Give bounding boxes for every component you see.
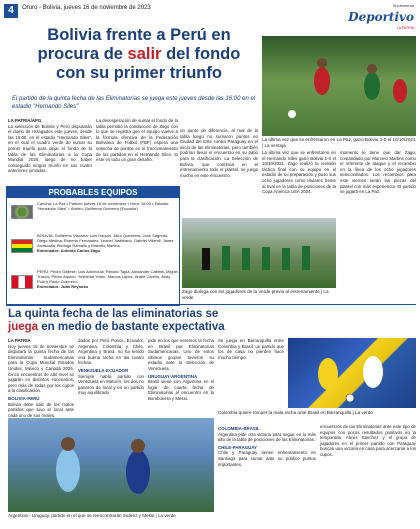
story1-column-1 xyxy=(8,118,92,184)
logo-sub: LA PATRIA xyxy=(396,26,414,30)
peru-coach: Entrenador: Juan Reynoso xyxy=(37,284,89,289)
subhead: VENEZUELA-ECUADOR xyxy=(78,367,129,373)
headline-line-1: La quinta fecha de las eliminatorias se xyxy=(8,308,219,320)
supplement-logo xyxy=(344,3,414,30)
photo-caption: Colombia quiere romper la mala racha ante Brasil en Barranquilla | La verde xyxy=(218,410,373,415)
match-info: Cancha: La Paz • Partido: jueves 16 de noviembre • Hora: 16:00 • Estadio: "Hernando Siles" • Árbitro: Guillermo Guerrero (Ecuador) xyxy=(37,201,170,211)
column-text: Se juega en Barranquilla entre Colombia y Brasil, un partido que los de casa no pierden hace mucho tiempo. xyxy=(218,338,284,360)
story2-column-3 xyxy=(148,338,214,418)
column-text: momento le tiene que dar Zago, comandado por Marcelo Martins como el referente de ataque y el recambio en la línea de los ocho jugadores seleccionados. Los recambios para este viernes serán las piezas del plantel con más experiencia. El partido se jugará en La Paz. xyxy=(340,150,416,195)
column-text: Brasil viene con Argentina en el lugar de cuarta fecha de Eliminatorias al encuentro en la Bombonera y Messi. xyxy=(148,379,214,401)
logo-sup: Suplemento xyxy=(392,3,414,8)
column-text: Hoy jueves 16 de noviembre se disputará la quinta fecha de las Eliminatorias Sudamericanas para la Copa Mundial Estados Unidos, México y Canadá 2026. Cinco encuentros de alto nivel se jugarán en distintos escenarios, pero más de todas por los cupos a la clasificación. xyxy=(8,343,74,394)
page-number: 4 xyxy=(4,4,18,18)
photo-caption: Zago dialoga con los jugadores de la Verde previo al entrenamiento | La verde xyxy=(182,289,329,300)
story2-column-5 xyxy=(218,424,316,524)
subhead: COLOMBIA-BRASIL xyxy=(218,426,260,431)
story1-column-5 xyxy=(340,150,416,295)
column-text: dados por Perú Ponce, Ecuador, Argentina, Colombia y Chile. Argentina y Brasil, no ha tenido una buena racha en las cuatro fechas. xyxy=(78,338,144,366)
story1-lead: El partido de la quinta fecha de las Eliminatorias se juega este jueves desde las 16:00 en el estadio "Hernando Siles" xyxy=(12,96,256,110)
peru-lineup xyxy=(37,269,179,289)
column-text: La desesperación de sumar el fondo de la tabla permitió la conducción de Zago con lo que se registra que el equipo vuelve a la fórmula ofensiva de la Federación Boliviana de Fútbol (FBF) espera una cosecha de puntos en el fraccionamiento de los partidos en el Hernando Siles. Si este es todo un gran desafío. xyxy=(96,118,178,163)
story1-column-4 xyxy=(262,150,336,218)
column-text: un punto de diferencia, al mal de la tabla luego no sumaron puntos en Ciudad del Este contra Paraguay en el inicio de las eliminatorias, pero también podrían llevar el encuentro en su patio para la clasificación. La Selección de Bolivia, que continúa en el entrenamiento todo el plantel, se juega mucho en este encuentro. xyxy=(180,128,258,178)
match-photo xyxy=(262,36,416,136)
story1-headline xyxy=(20,26,258,83)
column-text: La última vez que se enfrentaron en el Hernando Siles ganó Bolivia 1-0 el 10/10/2021. Zago realizó la revisión táctica final con su equipo en el estadio de su preparación y puso sus ocho jugadores como titulares frente al rival en la tabla de posiciones de la Copa América USA 2024. xyxy=(262,150,336,195)
byline: LA PATRIA/APG xyxy=(8,118,42,123)
players-illustration xyxy=(8,418,214,512)
photo-caption: La última vez que se enfrentaron en La Paz, ganó Bolivia 1-0 el 10/10/2021 | La ventaja xyxy=(262,137,416,148)
probable-teams-title: PROBABLES EQUIPOS xyxy=(7,187,179,198)
bolivia-row xyxy=(11,233,177,265)
column-text: Argentina pide otra victoria para seguir en lo más alto de la tabla de posiciones de las Eliminatorias. xyxy=(218,431,316,443)
subhead: URUGUAY-ARGENTINA xyxy=(148,373,198,379)
peru-row xyxy=(11,269,177,303)
training-photo xyxy=(182,218,336,288)
section-divider xyxy=(6,304,416,305)
headline-line-2 xyxy=(8,321,308,334)
headline-part: en medio de bastante expectativa xyxy=(38,321,225,333)
story2-headline xyxy=(8,308,308,334)
story2-column-1 xyxy=(8,338,74,418)
headline-line-2 xyxy=(20,45,258,64)
probable-teams-box xyxy=(6,186,180,306)
headline-line-3: con su primer triunfo xyxy=(56,64,222,82)
column-text: Siempre había partido con Venezuela en Maturín, los dos no ganaron de local y es un partido muy equilibrado. xyxy=(78,373,144,396)
photo-caption: Argentina - Uruguay, partido en el que se reencontrarán Suárez y Messi | La verde xyxy=(8,513,176,518)
bolivia-flag-icon xyxy=(11,239,33,253)
match-info-row xyxy=(11,201,177,229)
column-text: Bolivia debe salir de los malos partidos que tuvo el local ante cada uno de sus rivales. xyxy=(8,401,74,418)
bolivia-lineup xyxy=(37,233,179,253)
subhead: CHILE-PARAGUAY xyxy=(218,444,258,450)
column-text: Chile y Paraguay tienen enfrentamiento en Santiago para sumar ante su público puntos importantes. xyxy=(218,450,316,467)
argentina-uruguay-photo xyxy=(8,418,214,512)
players-illustration xyxy=(262,36,416,136)
peru-players: PERÚ: Pedro Gallese; Luis Advíncula, Renato Tapia, Alexander Callens, Miguel Trauco, Pedro Aquino, Yoshimar Yotún, Marcos López, André Carrillo, Andy Polo y Paolo Guerrero. xyxy=(37,269,178,284)
stadium-icon xyxy=(11,205,33,219)
headline-accent: salir xyxy=(127,45,162,63)
peru-flag-icon xyxy=(11,275,33,289)
team-illustration xyxy=(182,218,336,288)
edition-info: Oruro - Bolivia, jueves 16 de noviembre de 2023 xyxy=(22,5,151,11)
headline-accent: juega xyxy=(8,321,39,333)
story2-column-4 xyxy=(218,338,284,418)
headline-part: del fondo xyxy=(161,45,241,63)
headline-part: procura de xyxy=(37,45,128,63)
column-text: encuentros de las Eliminatorias ante este tipo de equipos con pocos resultados positivos en la temporada. Alexis Sánchez y el grupo de jugadores en el primer partido con Paraguay buscan una victoria en casa para acercarse a los cupos. xyxy=(320,424,416,457)
headline-line-1: Bolivia frente a Perú en xyxy=(47,26,231,44)
bolivia-coach: Entrenador: Antonio Carlos Zago xyxy=(37,248,100,253)
story2-column-2 xyxy=(78,338,144,396)
story1-column-3 xyxy=(180,128,258,216)
byline: LA PATRIA xyxy=(8,338,31,343)
action-illustration xyxy=(288,338,416,408)
story1-column-2 xyxy=(96,118,178,184)
story2-column-6 xyxy=(320,424,416,524)
column-text: pide en los que veremos la fecha en Brasil por Eliminatorias Sudamericanas. Uno de estos últimos grupos tuvieron su estadio ante la Selección de Venezuela. xyxy=(148,338,214,371)
subhead: BOLIVIA-PERÚ xyxy=(8,395,40,401)
column-text: La selección de Bolivia y Perú disputarán el duelo de rezagados este jueves, desde las 16:00, en el estadio "Hernando Siles", en el cual el cuadro verde de sumar su primer triunfo para dejar el fondo de la tabla de las Eliminatorias a la Copa Mundial 2026, luego de no haber conseguido ningún triunfo en sus cuatro anteriores jornadas. xyxy=(8,123,92,174)
logo-name: Deportivo xyxy=(348,10,414,24)
colombia-brazil-photo xyxy=(288,338,416,408)
bolivia-players: BOLIVIA: Guillermo Viscarra; Luis Haquin, Jairo Quinteros, José Sagredo, Diego Medina, Roberto Fernández, Leonel Justiniano, Gabriel Villamil, Jaime Arrascaita, Rodrigo Ramallo y Marcelo Martins. xyxy=(37,233,174,248)
